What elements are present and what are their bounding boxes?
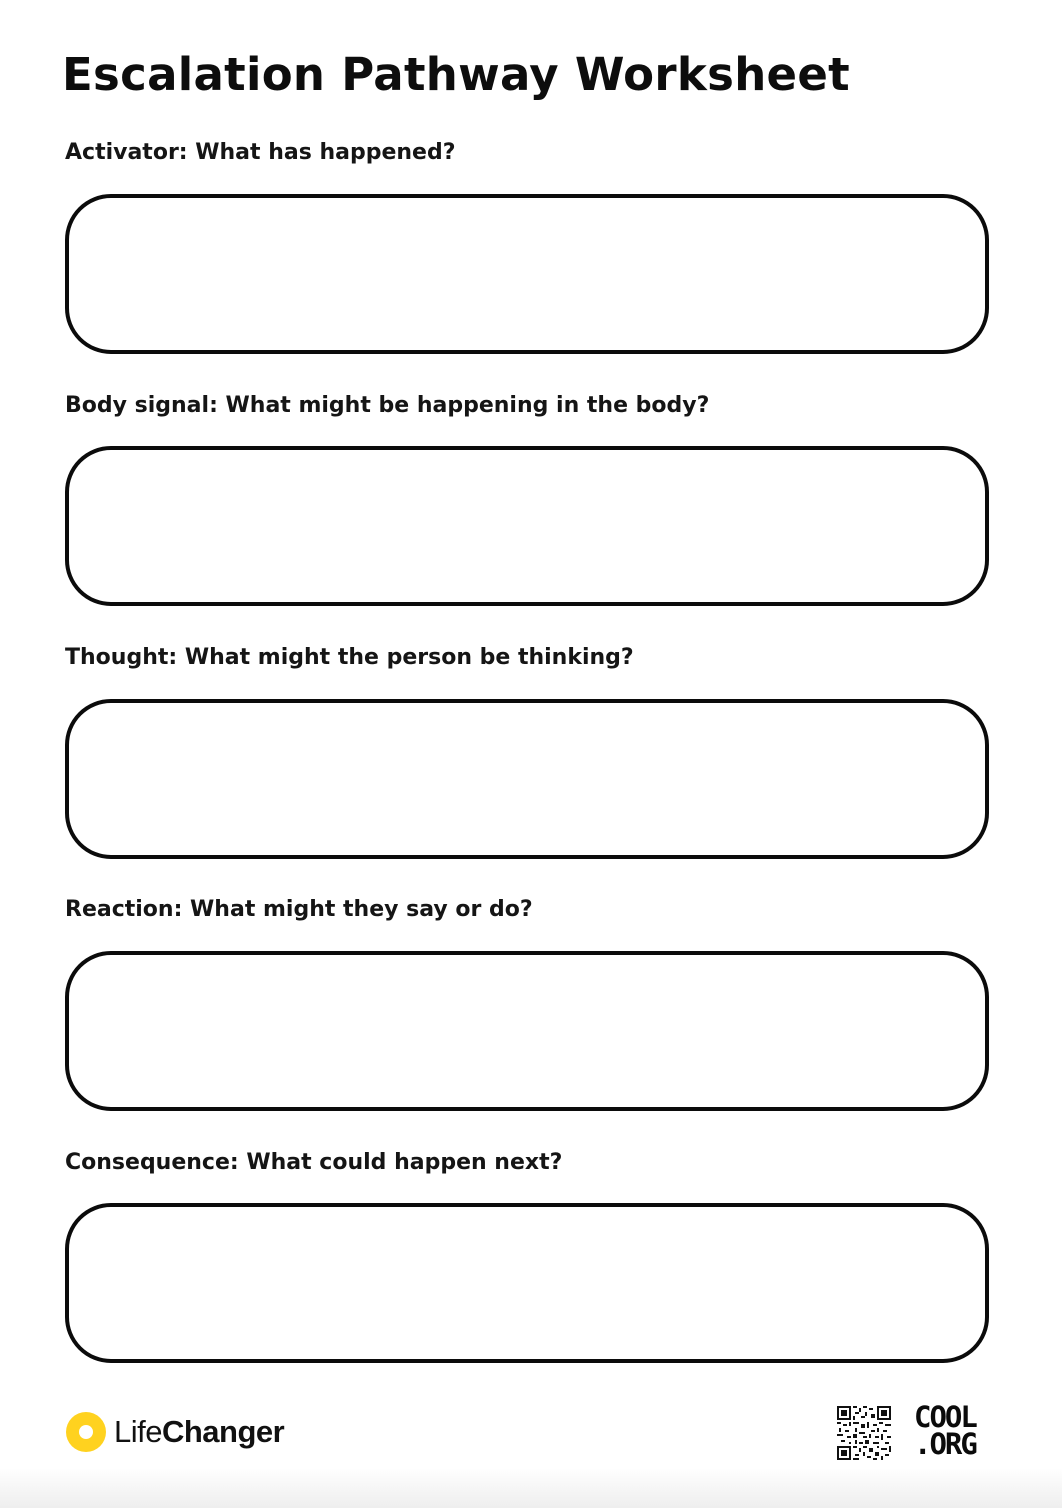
consequence-prompt: Consequence: What could happen next? [65,1150,563,1175]
lifechanger-dot-icon [66,1412,106,1452]
brand-part1: Life [114,1414,162,1449]
cool-org-logo-line2: .ORG [914,1427,976,1461]
cool-org-logo [914,1400,1000,1462]
body-signal-answer-box[interactable] [65,446,989,606]
reaction-answer-box[interactable] [65,951,989,1111]
consequence-answer-box[interactable] [65,1203,989,1363]
page-bottom-shadow [0,1468,1062,1508]
thought-answer-box[interactable] [65,699,989,859]
thought-prompt: Thought: What might the person be thinking? [65,645,634,670]
activator-prompt: Activator: What has happened? [65,140,456,165]
qr-code-icon [837,1406,891,1460]
page-title: Escalation Pathway Worksheet [62,48,850,101]
lifechanger-wordmark [114,1414,284,1450]
brand-part2: Changer [161,1414,285,1449]
reaction-prompt: Reaction: What might they say or do? [65,897,533,922]
activator-answer-box[interactable] [65,194,989,354]
body-signal-prompt: Body signal: What might be happening in the body? [65,393,710,418]
cool-org-logo-line1: COOL [914,1400,976,1434]
lifechanger-logo [66,1410,284,1454]
